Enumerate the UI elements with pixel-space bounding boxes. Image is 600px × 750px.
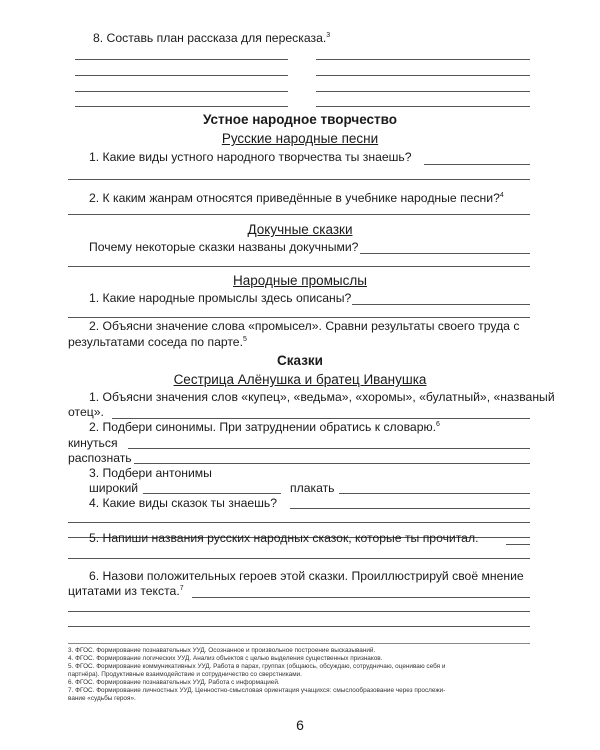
task-8-text: 8. Составь план рассказа для пересказа.$^3$ <box>93 31 331 45</box>
footnote-3: 3. ФГОС. Формирование познавательных УУД. Осознанное и произвольное построение высказываний. <box>68 647 376 654</box>
tales-question-4: 4. Какие виды сказок ты знаешь? <box>89 496 278 510</box>
subsection-title-folk-crafts: Народные промыслы <box>233 273 367 288</box>
answer-line[interactable] <box>316 59 530 60</box>
answer-line[interactable] <box>68 522 530 523</box>
folk-crafts-question-1: 1. Какие народные промыслы здесь описаны? <box>89 291 352 305</box>
footnote-divider <box>68 643 530 644</box>
answer-line[interactable] <box>424 164 530 165</box>
answer-line[interactable] <box>143 493 281 494</box>
answer-line[interactable] <box>134 463 530 464</box>
section-title-tales: Сказки <box>277 353 323 368</box>
folk-songs-question-1: 1. Какие виды устного народного творчества ты знаешь? <box>89 150 412 164</box>
answer-line[interactable] <box>68 266 530 267</box>
answer-line[interactable] <box>68 317 530 318</box>
antonym-word-shirokiy: широкий <box>89 481 139 495</box>
answer-line[interactable] <box>75 75 288 76</box>
antonym-word-plakat: плакать <box>290 481 335 495</box>
answer-line[interactable] <box>192 597 530 598</box>
footnote-4: 4. ФГОС. Формирование логических УУД. Анализ объектов с целью выделения существенных признаков. <box>68 655 383 662</box>
answer-line[interactable] <box>68 558 530 559</box>
tales-question-1-line-1: 1. Объясни значения слов «купец», «ведьма», «хоромы», «булатный», «названый <box>89 390 555 404</box>
answer-line[interactable] <box>75 59 288 60</box>
answer-line[interactable] <box>68 611 530 612</box>
tales-question-6-line-1: 6. Назови положительных героев этой сказки. Проиллюстрируй своё мнение <box>89 569 524 583</box>
answer-line[interactable] <box>75 106 288 107</box>
folk-crafts-question-2-line-2: результатами соседа по парте.$^5$ <box>68 335 247 349</box>
answer-line[interactable] <box>316 91 530 92</box>
folk-songs-question-2: 2. К каким жанрам относятся приведённые в учебнике народные песни?$^4$ <box>89 191 504 205</box>
footnote-6: 6. ФГОС. Формирование познавательных УУД. Работа с информацией. <box>68 679 280 686</box>
subsection-title-alyonushka: Сестрица Алёнушка и братец Иванушка <box>173 372 427 387</box>
answer-line[interactable] <box>128 448 530 449</box>
tales-question-5: 5. Напиши названия русских народных сказок, которые ты прочитал. <box>89 531 479 545</box>
dokuchnye-tales-question: Почему некоторые сказки названы докучными? <box>89 240 359 254</box>
footnote-7-continued: вание «судьбы героя». <box>68 695 136 702</box>
footnote-5-continued: партнёра). Продуктивные взаимодействие и сотрудничество со сверстниками. <box>68 671 302 678</box>
answer-line[interactable] <box>68 214 530 215</box>
answer-line[interactable] <box>75 91 288 92</box>
answer-line[interactable] <box>360 253 530 254</box>
answer-line[interactable] <box>352 304 530 305</box>
section-title-oral-folk-art: Устное народное творчество <box>202 112 398 127</box>
synonym-word-raspoznat: распознать <box>68 451 132 465</box>
synonym-word-kinutsya: кинуться <box>68 436 118 450</box>
answer-line[interactable] <box>68 626 530 627</box>
tales-question-1-line-2: отец». <box>68 405 104 419</box>
tales-question-3: 3. Подбери антонимы <box>89 466 212 480</box>
answer-line[interactable] <box>316 75 530 76</box>
answer-line[interactable] <box>339 493 530 494</box>
subsection-title-folk-songs: Русские народные песни <box>221 131 379 146</box>
answer-line[interactable] <box>112 418 530 419</box>
answer-line[interactable] <box>290 508 530 509</box>
answer-line[interactable] <box>506 544 530 545</box>
page-number: 6 <box>296 717 304 733</box>
subsection-title-dokuchnye-tales: Докучные сказки <box>247 222 353 237</box>
tales-question-6-line-2: цитатами из текста.$^7$ <box>68 584 184 598</box>
footnote-5: 5. ФГОС. Формирование коммуникативных УУД. Работа в парах, группах (общаюсь, обсуждаю, сотрудничаю, оцениваю себя и <box>68 663 446 670</box>
answer-line[interactable] <box>316 106 530 107</box>
footnote-7: 7. ФГОС. Формирование личностных УУД. Ценностно-смысловая ориентация учащихся: смыслообразование через прослежи- <box>68 687 446 694</box>
answer-line[interactable] <box>68 179 530 180</box>
folk-crafts-question-2-line-1: 2. Объясни значение слова «промысел». Сравни результаты своего труда с <box>89 319 520 333</box>
tales-question-2: 2. Подбери синонимы. При затруднении обратись к словарю.$^6$ <box>89 420 440 434</box>
